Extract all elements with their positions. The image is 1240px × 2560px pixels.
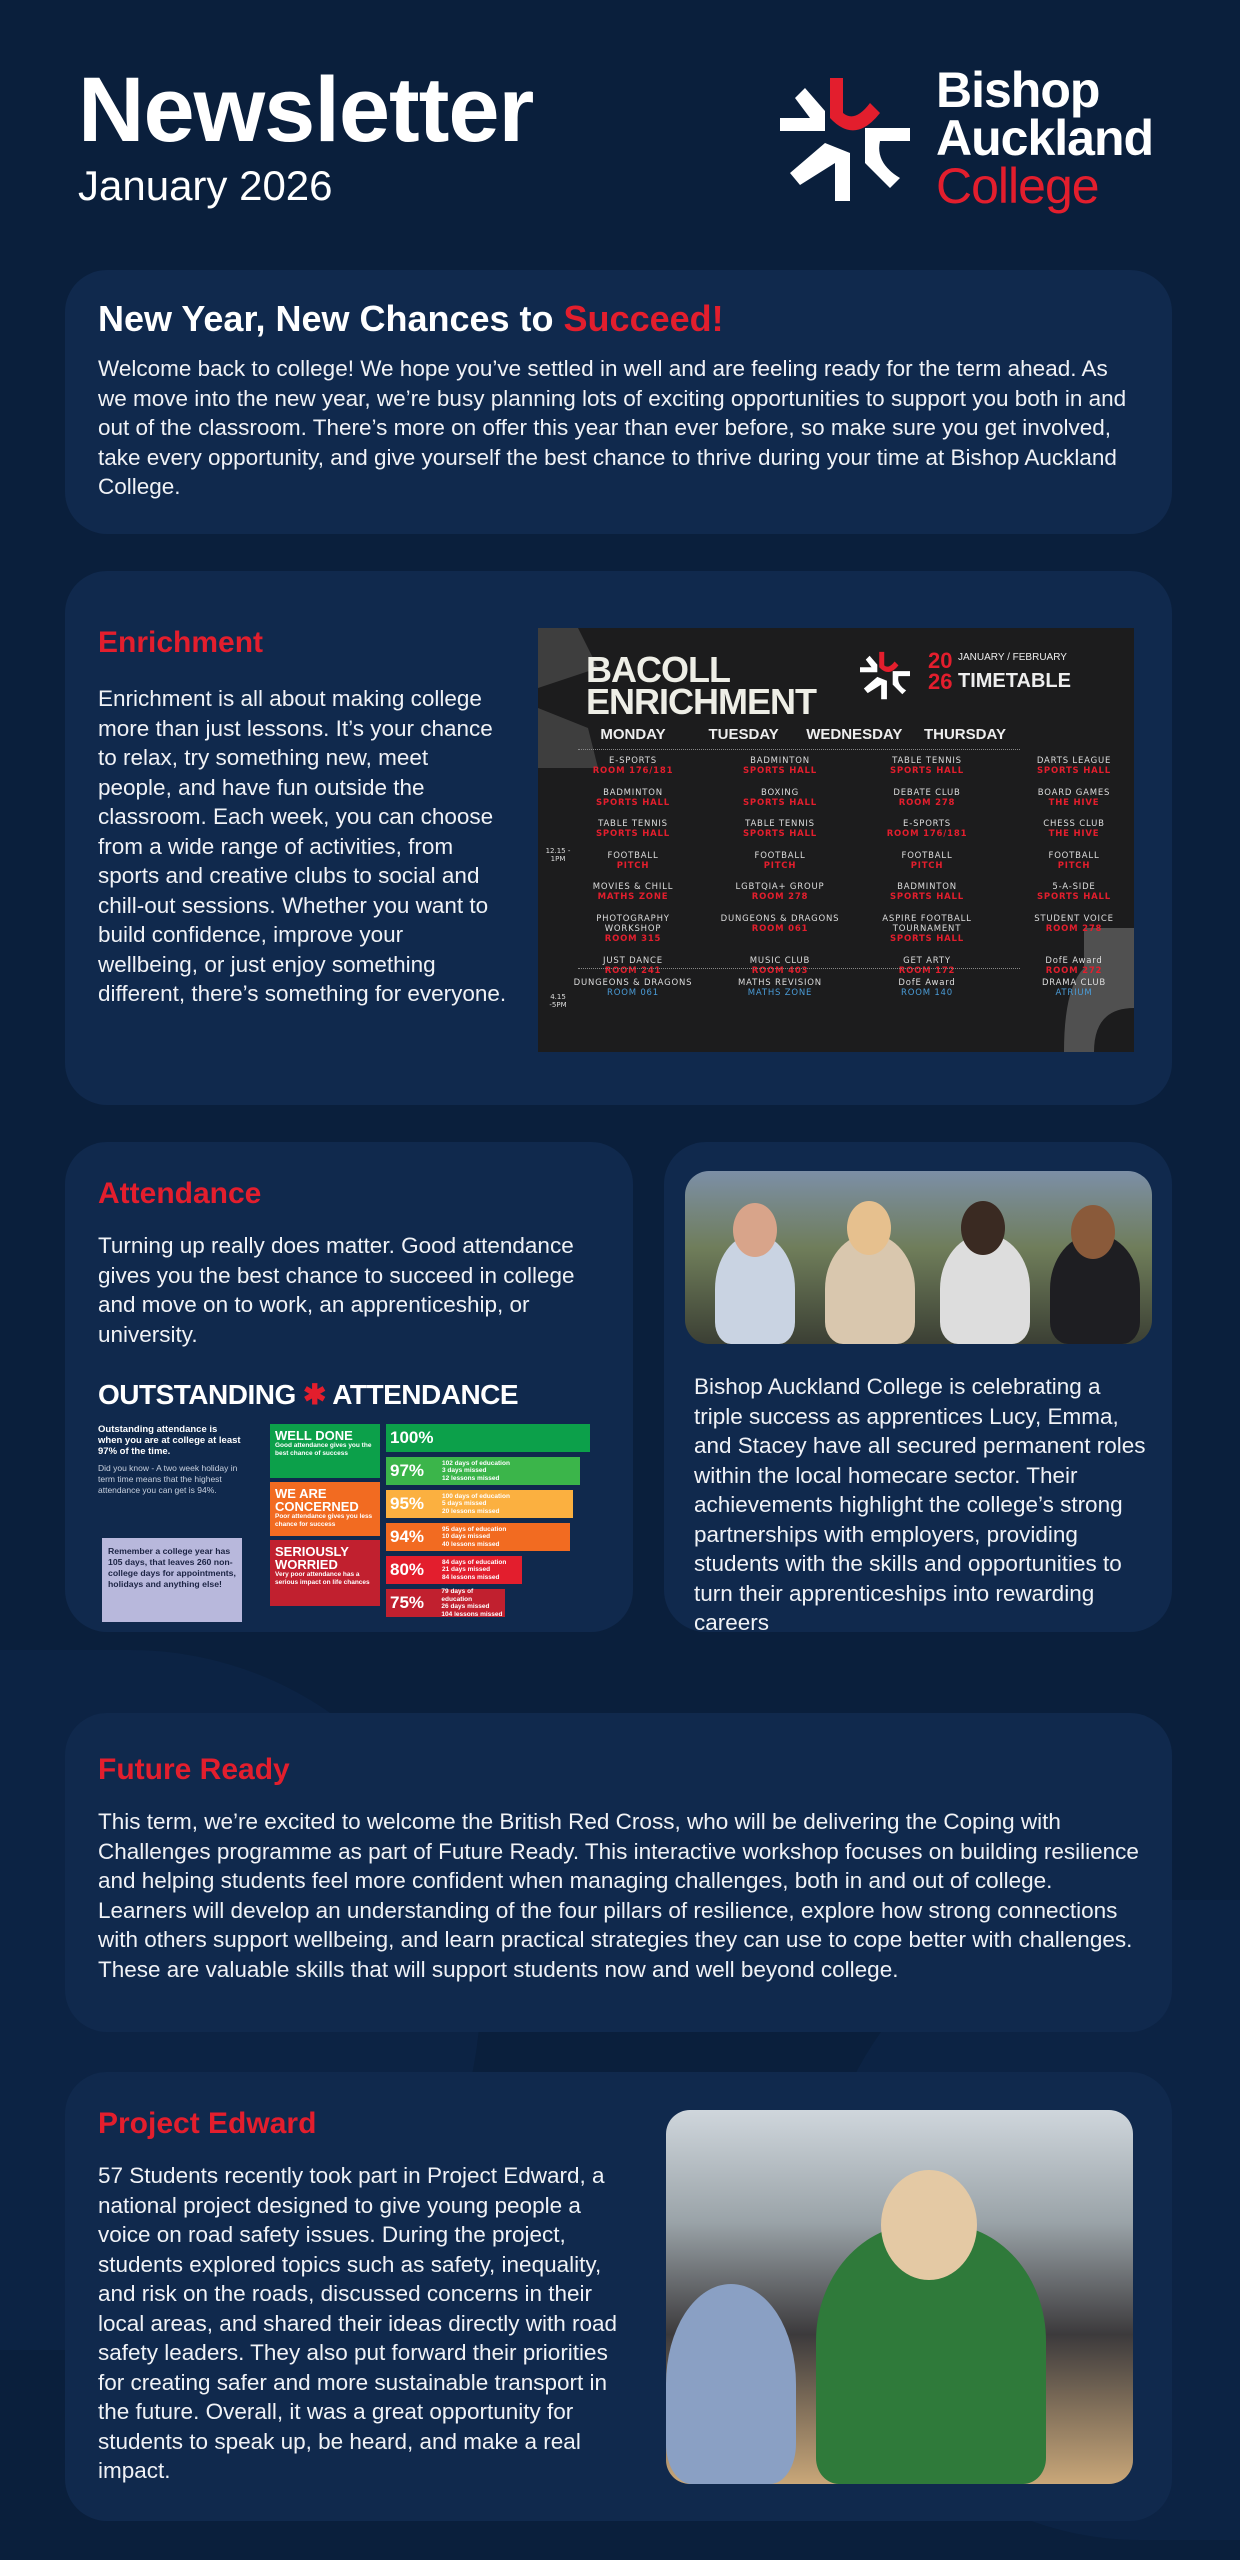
level-detail: 20 lessons missed: [442, 1507, 500, 1515]
intro-heading-accent: Succeed!: [563, 298, 724, 339]
timetable-activity: [720, 914, 840, 956]
activity-location: ATRIUM: [1055, 988, 1093, 998]
attendance-category: [270, 1482, 380, 1536]
year-part-1: 20: [928, 648, 953, 673]
activity-name: LGBTQIA+ GROUP: [735, 882, 825, 892]
timetable-activity: [573, 851, 693, 883]
activity-location: PITCH: [763, 860, 797, 871]
level-detail: 84 days of education: [442, 1558, 507, 1566]
newsletter-date: January 2026: [78, 162, 333, 209]
level-detail: 5 days missed: [442, 1500, 487, 1508]
day-header: MONDAY: [600, 726, 666, 743]
activity-name: BOXING: [761, 787, 799, 798]
level-detail: 10 days missed: [442, 1533, 491, 1541]
timetable-day-headers: [578, 726, 1020, 750]
level-detail: 95 days of education: [442, 1525, 507, 1533]
attendance-graphic: [98, 1378, 598, 1618]
college-logo: [780, 62, 1154, 214]
apprentices-photo: [685, 1171, 1152, 1344]
activity-location: SPORTS HALL: [890, 892, 964, 902]
college-logo-icon: [780, 73, 910, 203]
timetable-activity: [1014, 882, 1134, 914]
project-edward-heading: Project Edward: [98, 2107, 317, 2140]
activity-location: SPORTS HALL: [596, 797, 670, 808]
category-title: WELL DONE: [275, 1428, 353, 1443]
project-edward-body: 57 Students recently took part in Project Edward, a national project designed to give young people a voice on road safety issues. During the project, students explored topics such as safety, inequality, and risk on the roads, discussed concerns in their local areas, and shared their ideas directly with road safety leaders. They also put forward their priorities for creating safer and more sustainable transport in the future. Overall, it was a great opportunity for students to speak up, be heard, and make a real impact.: [98, 2163, 618, 2483]
activity-location: ROOM 172: [898, 965, 956, 976]
attendance-info: [98, 1424, 243, 1496]
activity-location: ROOM 061: [607, 988, 659, 998]
attendance-category: [270, 1540, 380, 1606]
attendance-body: Turning up really does matter. Good attendance gives you the best chance to succeed in college and move on to work, an apprenticeship, or university.: [98, 1233, 575, 1347]
timetable-label: TIMETABLE: [958, 670, 1071, 692]
day-header: TUESDAY: [708, 726, 779, 743]
future-ready-heading: Future Ready: [98, 1753, 290, 1786]
did-you-know: Did you know - A two week holiday in term time means that the highest attendance you can get is 94%.: [98, 1463, 238, 1495]
activity-location: ROOM 176/181: [592, 766, 674, 776]
activity-name: MATHS REVISION: [738, 978, 822, 988]
level-percent: 97%: [390, 1461, 425, 1480]
attendance-level-bar: [386, 1424, 590, 1452]
intro-heading: [98, 298, 1139, 340]
activity-location: ROOM 140: [901, 988, 953, 998]
activity-location: THE HIVE: [1048, 797, 1100, 808]
activity-location: ROOM 061: [751, 923, 809, 934]
activity-name: TABLE TENNIS: [892, 756, 962, 766]
day-header: THURSDAY: [923, 726, 1006, 743]
title-left: OUTSTANDING: [98, 1379, 296, 1410]
activity-location: ROOM 272: [1045, 965, 1103, 976]
timetable-activity: [867, 819, 987, 851]
activity-name: E-SPORTS: [609, 756, 657, 766]
timetable-column: [720, 756, 840, 987]
activity-name: DofE Award: [1045, 955, 1103, 966]
timetable-activity: [573, 914, 693, 956]
attendance-level-bar: [386, 1490, 573, 1518]
timetable-months: JANUARY / FEBRUARY: [958, 652, 1067, 663]
level-percent: 94%: [390, 1527, 425, 1546]
activity-location: PITCH: [1057, 860, 1091, 871]
future-ready-body: This term, we’re excited to welcome the British Red Cross, who will be delivering the Coping with Challenges programme as part of Future Ready. This interactive workshop focuses on building resilience and helping students feel more confident when managing challenges, both in and out of college. Learners will develop an understanding of the four pillars of resilience, explore how strong connections with others support wellbeing, and learn practical strategies they can use to cope better with challenges. These are valuable skills that will support students now and well beyond college.: [98, 1809, 1139, 1982]
enrichment-timetable: [538, 628, 1134, 1052]
activity-location: SPORTS HALL: [1037, 766, 1111, 776]
project-edward-photo: [666, 2110, 1133, 2484]
timetable-column: [573, 756, 693, 987]
intro-heading-prefix: New Year, New Chances to: [98, 298, 564, 339]
activity-name: MOVIES & CHILL: [592, 882, 674, 892]
activity-name: CHESS CLUB: [1043, 819, 1105, 829]
project-edward-card: [65, 2072, 1172, 2521]
activity-location: ROOM 278: [1045, 923, 1103, 934]
timetable-late-activity: [1014, 978, 1134, 998]
after-college-time-label: 4.15 -5PM: [549, 993, 567, 1009]
activity-location: ROOM 278: [898, 797, 956, 808]
activity-name: BADMINTON: [603, 787, 663, 798]
level-percent: 80%: [390, 1560, 425, 1579]
activity-name: STUDENT VOICE: [1034, 913, 1114, 924]
activity-name: PHOTOGRAPHY WORKSHOP: [596, 913, 670, 934]
lunch-time-label: 12.15 - 1PM: [545, 847, 571, 863]
timetable-activity: [867, 914, 987, 956]
timetable-column: [1014, 756, 1134, 987]
activity-location: MATHS ZONE: [597, 892, 669, 902]
college-logo-icon: [860, 650, 910, 700]
timetable-late-activity: [867, 978, 987, 998]
activity-location: THE HIVE: [1048, 829, 1100, 839]
timetable-activity: [1014, 914, 1134, 956]
year-part-2: 26: [928, 669, 953, 694]
timetable-activity: [867, 788, 987, 820]
level-detail: 3 days missed: [442, 1467, 487, 1475]
reminder-box: Remember a college year has 105 days, that leaves 260 non-college days for appointments, holidays and anything else!: [102, 1538, 242, 1622]
timetable-activity: [720, 788, 840, 820]
attendance-graphic-title: [98, 1378, 598, 1411]
activity-location: SPORTS HALL: [890, 933, 964, 944]
activity-name: TABLE TENNIS: [598, 819, 668, 829]
activity-location: ROOM 315: [604, 933, 662, 944]
activity-location: ROOM 241: [604, 965, 662, 976]
activity-name: GET ARTY: [903, 955, 951, 966]
activity-location: PITCH: [910, 860, 944, 871]
timetable-title-line2: ENRICHMENT: [586, 681, 816, 722]
activity-location: SPORTS HALL: [1037, 892, 1111, 902]
activity-location: MATHS ZONE: [747, 988, 813, 998]
timetable-activity: [573, 882, 693, 914]
apprentices-body: Bishop Auckland College is celebrating a triple success as apprentices Lucy, Emma, and Stacey have all secured permanent roles within the local homecare sector. Their achievements highlight the college’s strong partnerships with employers, providing students with the skills and opportunities to turn their apprenticeships into rewarding careers: [694, 1374, 1146, 1635]
category-title: WE ARE CONCERNED: [275, 1486, 359, 1514]
activity-location: SPORTS HALL: [743, 829, 817, 839]
activity-location: SPORTS HALL: [890, 766, 964, 776]
attendance-level-bar: [386, 1556, 522, 1584]
level-detail: 102 days of education: [442, 1459, 510, 1467]
timetable-activity: [720, 756, 840, 788]
timetable-activity: [1014, 819, 1134, 851]
title-right: ATTENDANCE: [332, 1379, 519, 1410]
level-detail: 21 days missed: [442, 1566, 491, 1574]
level-detail: 100 days of education: [442, 1492, 510, 1500]
activity-name: FOOTBALL: [754, 850, 806, 861]
activity-name: ASPIRE FOOTBALL TOURNAMENT: [882, 913, 972, 934]
level-detail: 84 lessons missed: [442, 1573, 500, 1581]
level-percent: 95%: [390, 1494, 425, 1513]
activity-location: PITCH: [616, 860, 650, 871]
level-percent: 100%: [390, 1428, 434, 1447]
logo-mark-icon: ✱: [303, 1379, 326, 1410]
logo-line-2: Auckland: [936, 110, 1154, 166]
activity-location: ROOM 403: [751, 965, 809, 976]
activity-location: ROOM 278: [751, 892, 809, 902]
enrichment-card: [65, 571, 1172, 1105]
activity-name: DEBATE CLUB: [893, 787, 961, 798]
level-detail: 79 days of education: [441, 1588, 474, 1603]
timetable-activity: [1014, 756, 1134, 788]
activity-name: BADMINTON: [897, 882, 957, 892]
timetable-activity: [573, 788, 693, 820]
activity-name: 5-A-SIDE: [1052, 882, 1096, 892]
activity-name: DUNGEONS & DRAGONS: [573, 978, 693, 988]
level-detail: 104 lessons missed: [441, 1610, 503, 1618]
logo-line-3: College: [936, 158, 1099, 214]
category-text: Poor attendance gives you less chance for success: [275, 1513, 373, 1528]
level-detail: 40 lessons missed: [442, 1540, 500, 1548]
attendance-level-bar: [386, 1523, 570, 1551]
intro-card: [65, 270, 1172, 534]
enrichment-heading: Enrichment: [98, 626, 264, 659]
timetable-grid: [578, 726, 1114, 976]
future-ready-card: [65, 1713, 1172, 2032]
activity-location: ROOM 176/181: [886, 829, 968, 839]
day-header: WEDNESDAY: [806, 726, 903, 743]
category-text: Good attendance gives you the best chance of success: [275, 1442, 372, 1457]
activity-name: BADMINTON: [750, 756, 810, 766]
timetable-title: [586, 649, 816, 722]
activity-name: MUSIC CLUB: [749, 955, 811, 966]
timetable-activity: [720, 851, 840, 883]
activity-name: DUNGEONS & DRAGONS: [720, 913, 840, 924]
category-title: SERIOUSLY WORRIED: [275, 1544, 349, 1572]
timetable-activity: [867, 882, 987, 914]
timetable-late-activity: [573, 978, 693, 998]
activity-name: DARTS LEAGUE: [1036, 756, 1112, 766]
timetable-title-line1: BACOLL: [586, 649, 730, 690]
activity-name: FOOTBALL: [607, 850, 659, 861]
timetable-activity: [867, 851, 987, 883]
level-detail: 26 days missed: [441, 1603, 490, 1610]
timetable-activity: [720, 819, 840, 851]
timetable-activity: [867, 756, 987, 788]
activity-name: DRAMA CLUB: [1041, 978, 1107, 988]
activity-location: SPORTS HALL: [743, 797, 817, 808]
logo-line-1: Bishop: [936, 62, 1100, 118]
timetable-activity: [1014, 851, 1134, 883]
timetable-column: [867, 756, 987, 987]
attendance-definition: Outstanding attendance is when you are at college at least 97% of the time.: [98, 1424, 241, 1457]
activity-name: TABLE TENNIS: [745, 819, 815, 829]
attendance-level-bar: [386, 1589, 505, 1617]
activity-location: SPORTS HALL: [743, 766, 817, 776]
timetable-year: [928, 650, 952, 692]
activity-name: DofE Award: [898, 978, 956, 988]
apprentices-card: [664, 1142, 1172, 1635]
timetable-activity: [1014, 788, 1134, 820]
level-percent: 75%: [390, 1593, 425, 1612]
category-text: Very poor attendance has a serious impact on life chances: [275, 1571, 370, 1586]
activity-name: FOOTBALL: [901, 850, 953, 861]
level-detail: 12 lessons missed: [442, 1474, 500, 1482]
enrichment-body: Enrichment is all about making college more than just lessons. It’s your chance to relax, try something new, meet people, and have fun outside the classroom. Each week, you can choose from a wide range of activities, from sports and creative clubs to social and chill-out sessions. Whether you want to build confidence, improve your wellbeing, or just enjoy something different, there’s something for everyone.: [98, 686, 507, 1006]
activity-name: E-SPORTS: [903, 819, 951, 829]
timetable-activity: [720, 882, 840, 914]
divider: [578, 968, 1020, 969]
newsletter-title: Newsletter: [78, 59, 534, 161]
timetable-late-activity: [720, 978, 840, 998]
timetable-activity: [573, 819, 693, 851]
intro-body: Welcome back to college! We hope you’ve settled in well and are feeling ready for the term ahead. As we move into the new year, we’re busy planning lots of exciting opportunities to support you both in and out of the classroom. There’s more on offer this year than ever before, so make sure you get involved, take every opportunity, and give yourself the best chance to thrive during your time at Bishop Auckland College.: [98, 356, 1127, 499]
attendance-card: [65, 1142, 633, 1632]
attendance-level-bar: [386, 1457, 580, 1485]
attendance-category: [270, 1424, 380, 1478]
activity-name: FOOTBALL: [1048, 850, 1100, 861]
timetable-activity: [573, 756, 693, 788]
activity-name: BOARD GAMES: [1037, 787, 1111, 798]
activity-name: JUST DANCE: [603, 955, 663, 966]
attendance-heading: Attendance: [98, 1177, 262, 1210]
activity-location: SPORTS HALL: [596, 829, 670, 839]
